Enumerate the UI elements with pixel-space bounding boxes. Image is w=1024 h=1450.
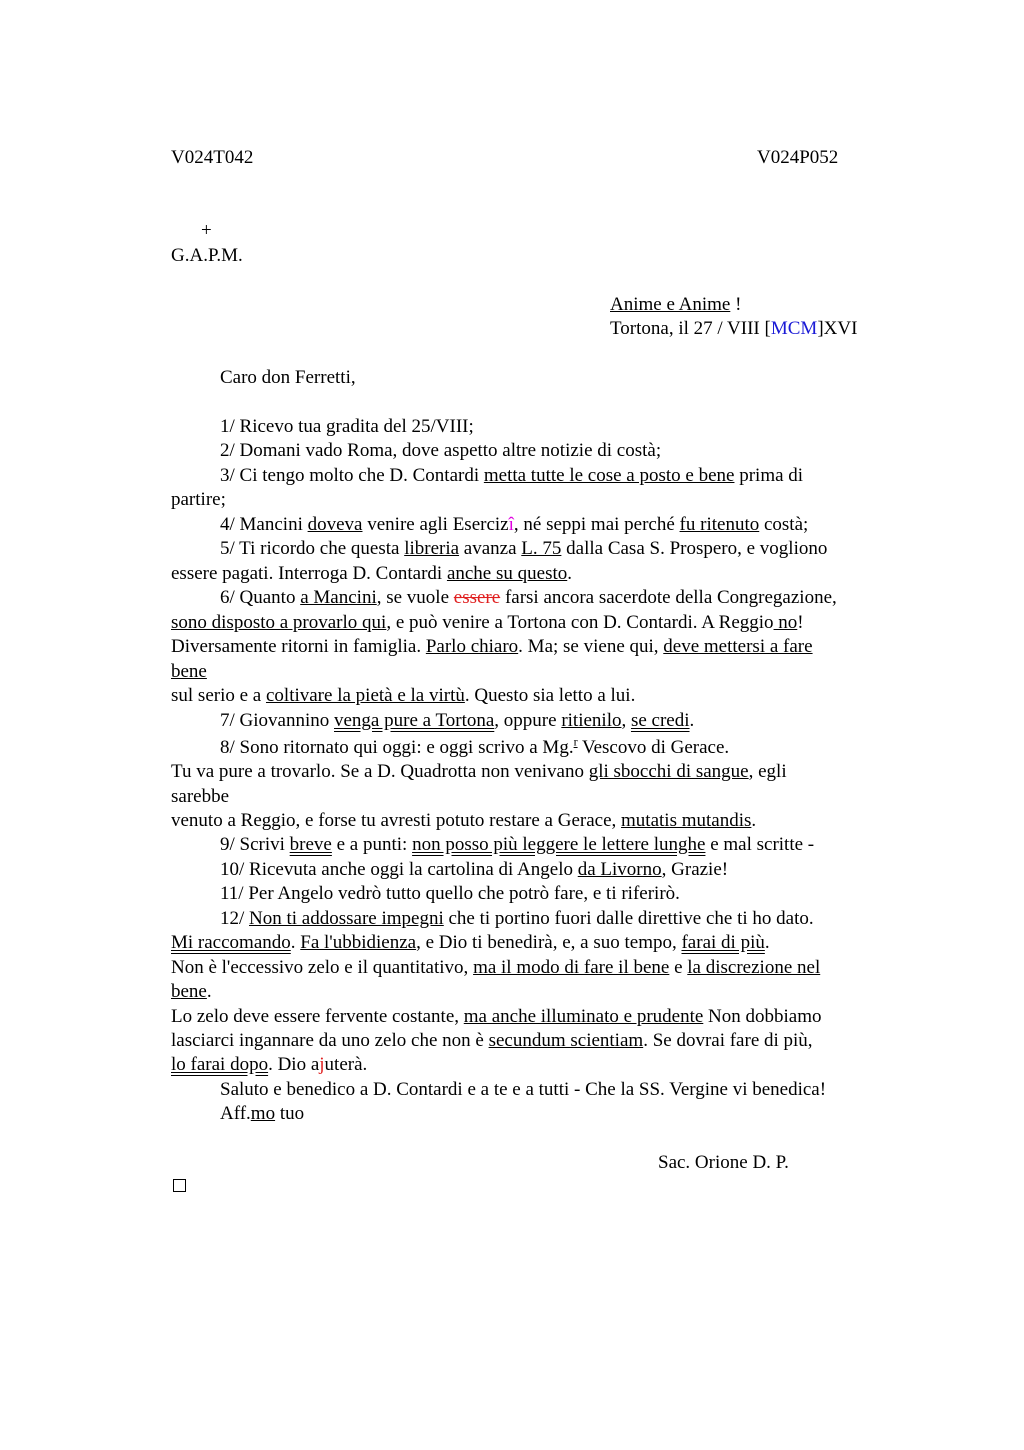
point-7: 7/ Giovannino venga pure a Tortona, oppure ritienilo, se credi.	[220, 710, 695, 731]
point-6: 6/ Quanto a Mancini, se vuole essere farsi ancora sacerdote della Congregazione,	[220, 587, 837, 608]
motto: Anime e Anime !	[610, 294, 742, 315]
closing-salutation: Saluto e benedico a D. Contardi e a te e a tutti - Che la SS. Vergine vi benedica!	[220, 1079, 827, 1100]
end-square-mark	[173, 1179, 186, 1192]
archive-code-right: V024P052	[757, 147, 839, 168]
point-3-cont: partire;	[171, 489, 226, 510]
point-2: 2/ Domani vado Roma, dove aspetto altre notizie di costà;	[220, 440, 662, 461]
point-4: 4/ Mancini doveva venire agli Esercizî, né seppi mai perché fu ritenuto costà;	[220, 514, 809, 535]
point-12-line-2: Mi raccomando. Fa l'ubbidienza, e Dio ti benedirà, e, a suo tempo, farai di più.	[171, 932, 770, 953]
point-12-line-7: lo farai dopo. Dio ajuterà.	[171, 1054, 368, 1075]
point-12-line-3: Non è l'eccessivo zelo e il quantitativo, ma il modo di fare il bene e la discrezione nel	[171, 957, 821, 978]
point-12-line-5: Lo zelo deve essere fervente costante, ma anche illuminato e prudente Non dobbiamo	[171, 1006, 822, 1027]
cross-mark: +	[201, 220, 212, 241]
signature: Sac. Orione D. P.	[658, 1152, 789, 1173]
point-8: 8/ Sono ritornato qui oggi: e oggi scrivo a Mg.$^r$ Vescovo di Gerace.	[220, 734, 730, 758]
place-date: Tortona, il 27 / VIII [MCM]XVI	[610, 318, 858, 339]
point-8-line-3: sarebbe	[171, 786, 230, 807]
point-3: 3/ Ci tengo molto che D. Contardi metta tutte le cose a posto e bene prima di	[220, 465, 804, 486]
point-12: 12/ Non ti addossare impegni che ti portino fuori dalle direttive che ti ho dato.	[220, 908, 814, 929]
point-5: 5/ Ti ricordo che questa libreria avanza L. 75 dalla Casa S. Prospero, e vogliono	[220, 538, 828, 559]
archive-code-left: V024T042	[171, 147, 254, 168]
point-12-line-6: lasciarci ingannare da uno zelo che non è secundum scientiam. Se dovrai fare di più,	[171, 1030, 813, 1051]
point-8-line-2: Tu va pure a trovarlo. Se a D. Quadrotta non venivano gli sbocchi di sangue, egli	[171, 761, 787, 782]
gapm-header: G.A.P.M.	[171, 245, 243, 266]
point-6-line-5: sul serio e a coltivare la pietà e la virtù. Questo sia letto a lui.	[171, 685, 636, 706]
point-8-line-4: venuto a Reggio, e forse tu avresti potuto restare a Gerace, mutatis mutandis.	[171, 810, 757, 831]
affectionate-sign-off: Aff.mo tuo	[220, 1103, 305, 1124]
point-6-line-2: sono disposto a provarlo qui, e può venire a Tortona con D. Contardi. A Reggio no!	[171, 612, 804, 633]
point-5-cont: essere pagati. Interroga D. Contardi anche su questo.	[171, 563, 572, 584]
point-10: 10/ Ricevuta anche oggi la cartolina di Angelo da Livorno, Grazie!	[220, 859, 729, 880]
point-9: 9/ Scrivi breve e a punti: non posso più leggere le lettere lunghe e mal scritte -	[220, 834, 815, 855]
point-11: 11/ Per Angelo vedrò tutto quello che potrò fare, e ti riferirò.	[220, 883, 680, 904]
point-12-line-4: bene.	[171, 981, 212, 1002]
point-6-line-3: Diversamente ritorni in famiglia. Parlo chiaro. Ma; se viene qui, deve mettersi a fare	[171, 636, 813, 657]
greeting: Caro don Ferretti,	[220, 367, 356, 388]
point-6-line-4: bene	[171, 661, 207, 682]
point-1: 1/ Ricevo tua gradita del 25/VIII;	[220, 416, 474, 437]
